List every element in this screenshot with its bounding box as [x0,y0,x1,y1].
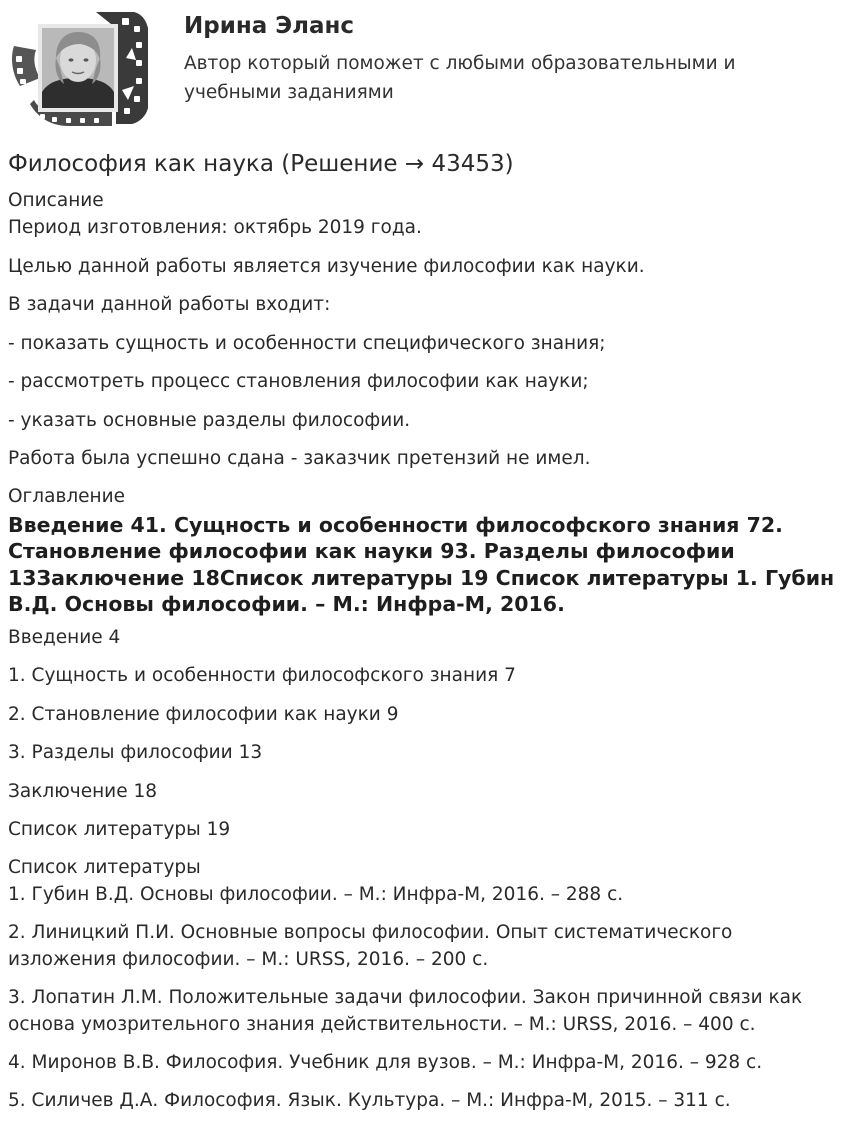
document-content [8,148,840,1125]
toc-item: Список литературы 19 [8,819,231,840]
film-strip-photo-frame-icon [8,8,150,128]
literature-item: 5. Силичев Д.А. Философия. Язык. Культура. – М.: Инфра-М, 2015. – 311 с. [8,1089,731,1111]
literature-item: 1. Губин В.Д. Основы философии. – М.: Инфра-М, 2016. – 288 с. [8,883,624,905]
author-header [0,0,847,135]
toc-item: Введение 4 [8,626,121,648]
literature-item: 4. Миронов В.В. Философия. Учебник для вузов. – М.: Инфра-М, 2016. – 928 с. [8,1051,763,1073]
literature-item: 3. Лопатин Л.М. Положительные задачи философии. Закон причинной связи как основа умозрительного знания действительности. – М.: URSS, 2016. – 400 с. [8,986,803,1035]
toc-label: Оглавление [8,485,126,507]
description-label: Описание [8,190,104,211]
literature-label: Список литературы [8,856,201,878]
description-paragraph: Целью данной работы является изучение философии как науки. [8,255,645,277]
author-avatar [8,8,150,128]
toc-item: 3. Разделы философии 13 [8,742,263,763]
toc-item: 1. Сущность и особенности философского знания 7 [8,665,516,686]
description-paragraph: - рассмотреть процесс становления философии как науки; [8,371,589,392]
description-paragraph: В задачи данной работы входит: [8,294,331,315]
literature-item: 2. Линицкий П.И. Основные вопросы философии. Опыт систематического изложения философии. – М.: URSS, 2016. – 200 с. [8,921,733,970]
description-paragraph: Период изготовления: октябрь 2019 года. [8,217,422,238]
description-paragraph: - показать сущность и особенности специфического знания; [8,332,606,354]
description-paragraph: - указать основные разделы философии. [8,409,411,431]
author-description: Автор который поможет с любыми образовательными и учебными заданиями [184,53,736,103]
author-name: Ирина Эланс [184,13,355,39]
toc-item: 2. Становление философии как науки 9 [8,703,399,725]
page-title: Философия как наука (Решение → 43453) [8,151,514,177]
toc-item: Заключение 18 [8,780,158,802]
toc-summary: Введение 41. Сущность и особенности философского знания 72. Становление философии как науки 93. Разделы философии 13Заключение 18Список литературы 19 Список литературы 1. Губин В.Д. Основы философии. – М.: Инфра-М, 2016. [8,512,835,616]
description-paragraph: Работа была успешно сдана - заказчик претензий не имел. [8,448,591,469]
